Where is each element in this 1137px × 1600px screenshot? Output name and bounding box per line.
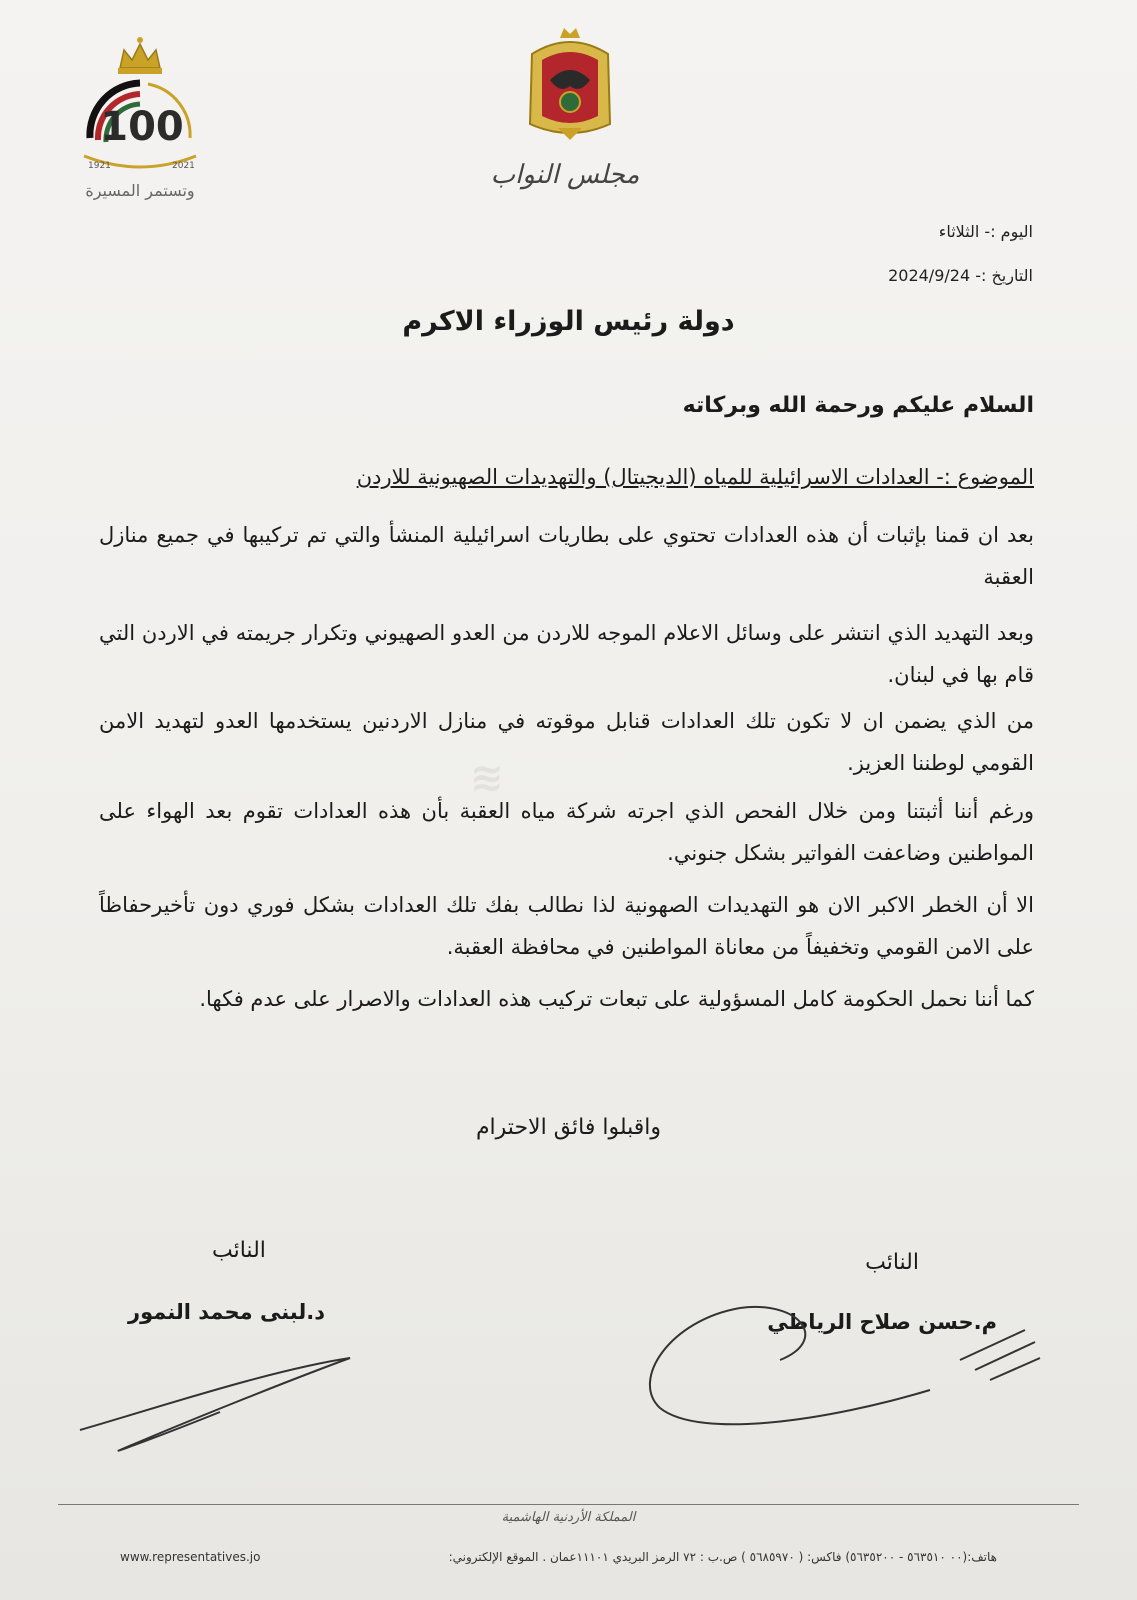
centennial-caption: وتستمر المسيرة [85,181,195,200]
paragraph-6: كما أننا نحمل الحكومة كامل المسؤولية على تبعات تركيب هذه العدادات والاصرار على عدم فكها. [199,987,1034,1011]
coat-of-arms-icon [520,24,620,144]
crown-icon [118,37,162,74]
watermark: ≋ [470,755,504,801]
centennial-logo [60,28,220,208]
footer-divider [58,1504,1079,1505]
signatory-1-title: النائب [865,1250,919,1275]
year-start: 1921 [88,161,111,171]
centennial-number: 100 [100,104,184,150]
paragraph-2: وبعد التهديد الذي انتشر على وسائل الاعلام الموجه للاردن من العدو الصهيوني وتكرار جريمته في الاردن التي قام بها في لبنان. [99,621,1034,687]
council-name: مجلس النواب [490,160,640,190]
closing-line: واقبلوا فائق الاحترام [475,1115,662,1140]
greeting: السلام عليكم ورحمة الله وبركاته [682,393,1034,418]
paragraph-1: بعد ان قمنا بإثبات أن هذه العدادات تحتوي على بطاريات اسرائيلية المنشأ والتي تم تركيبها في جميع منازل العقبة [99,523,1034,589]
date-line: التاريخ :- 2024/9/24 [888,266,1033,285]
paragraph-5: الا أن الخطر الاكبر الان هو التهديدات الصهونية لذا نطالب بفك تلك العدادات بشكل فوري دون تأخيرحفاظاً على الامن القومي وتخفيفاً من معاناة المواطنين في محافظة العقبة. [99,893,1034,959]
footer-kingdom: المملكة الأردنية الهاشمية [501,1510,636,1525]
subject-line: الموضوع :- العدادات الاسرائيلية للمياه (الديجيتال) والتهديدات الصهيونية للاردن [356,465,1034,489]
signatory-2-name: د.لبنى محمد النمور [128,1300,325,1324]
signatory-2-title: النائب [212,1238,266,1263]
footer-website[interactable]: www.representatives.jo [120,1550,261,1564]
signatory-1-name: م.حسن صلاح الرياطي [767,1310,997,1334]
year-end: 2021 [172,161,195,171]
signature-2 [70,1350,370,1460]
footer-contact [120,1550,997,1564]
addressee-title: دولة رئيس الوزراء الاكرم [402,306,735,337]
day-line: اليوم :- الثلاثاء [938,222,1033,241]
signature-1 [630,1290,1060,1440]
paragraph-3: من الذي يضمن ان لا تكون تلك العدادات قنابل موقوته في منازل الاردنين يستخدمها العدو لتهديد الامن القومي لوطننا العزيز. [99,709,1034,775]
paragraph-4: ورغم أننا أثبتنا ومن خلال الفحص الذي اجرته شركة مياه العقبة بأن هذه العدادات تقوم بعد الهواء على المواطنين وضاعفت الفواتير بشكل جنوني. [99,799,1034,865]
footer-contact-details: هاتف:(٠٠ ٥٦٣٥١٠ - ٥٦٣٥٢٠٠) فاكس: ( ٥٦٨٥٩٧٠ ) ص.ب : ٧٢ الرمز البريدي ١١١٠١عمان . الموقع الإلكتروني: [448,1550,997,1564]
